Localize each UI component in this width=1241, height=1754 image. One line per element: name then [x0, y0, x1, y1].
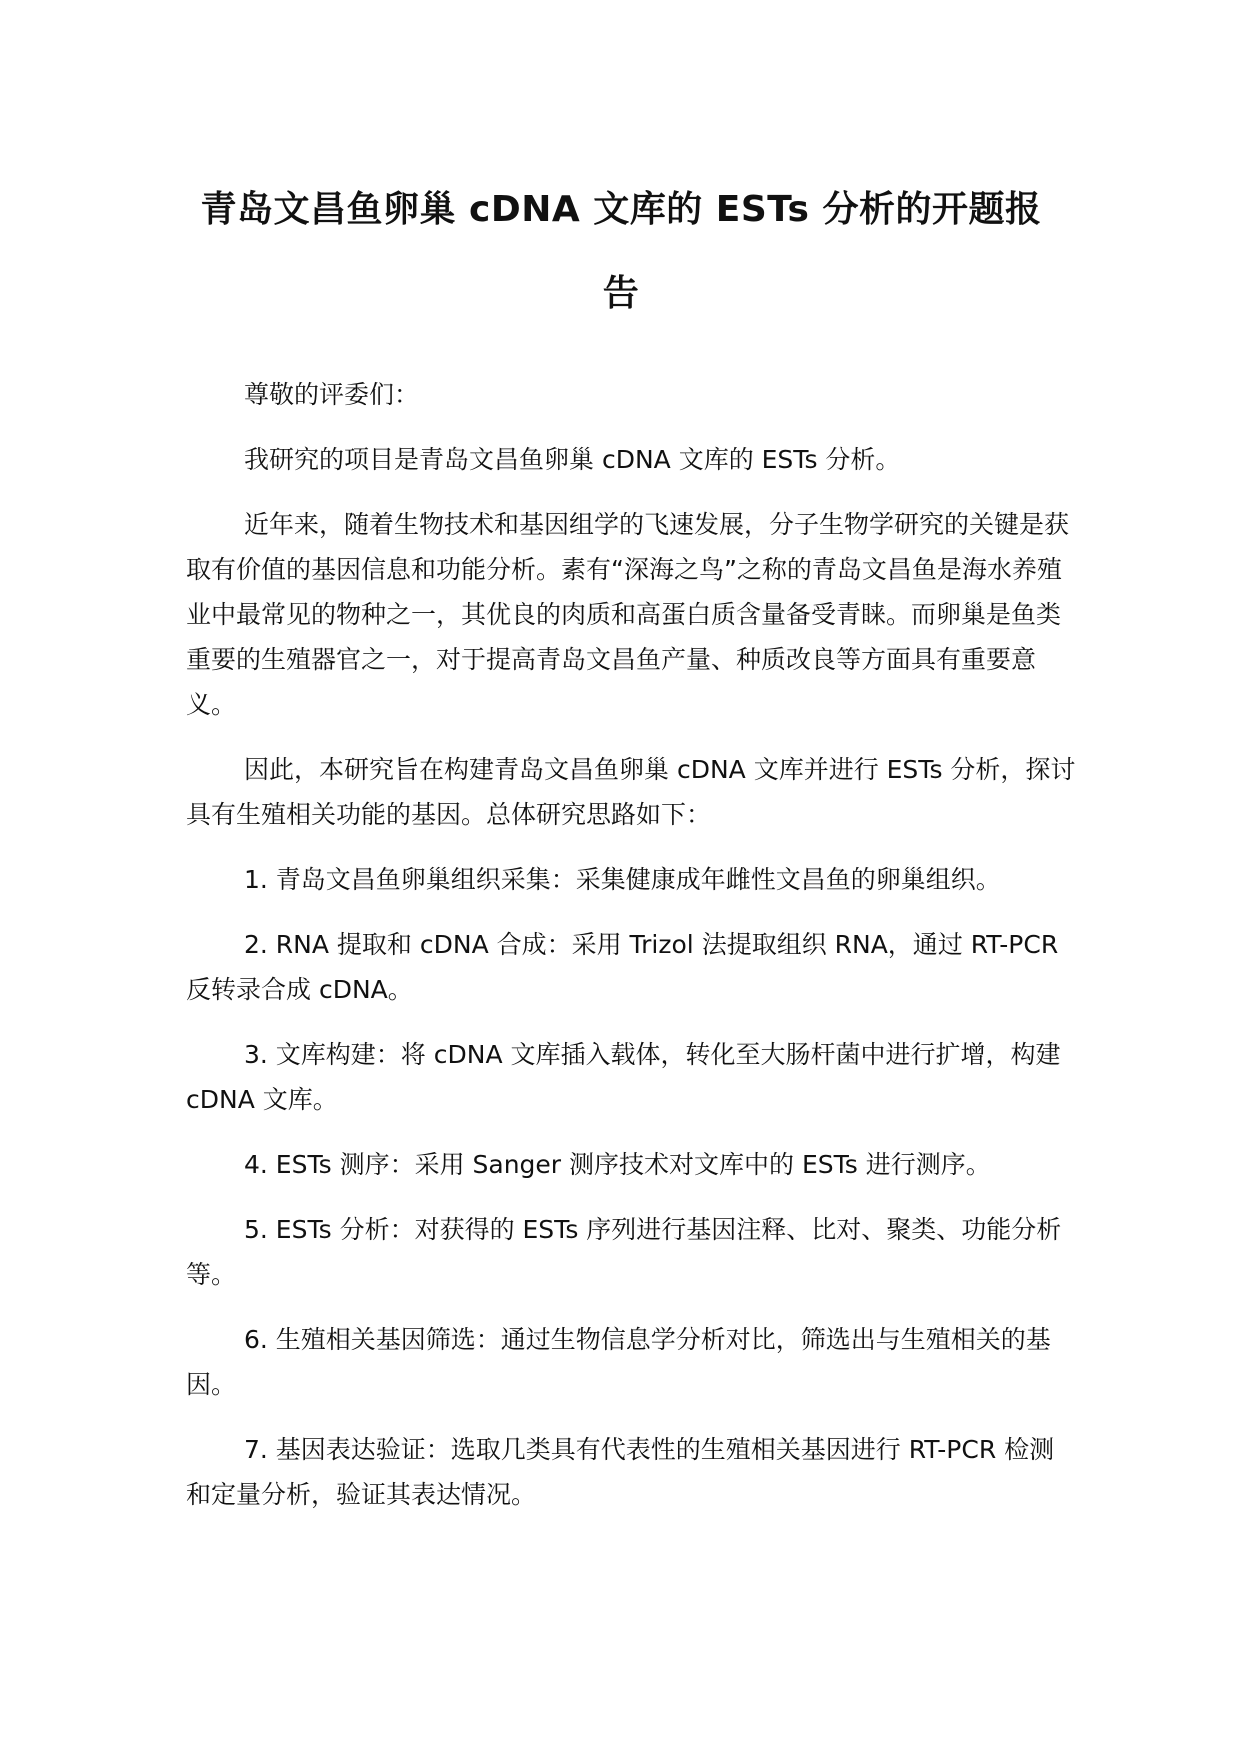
- step-2-paragraph: 2. RNA 提取和 cDNA 合成：采用 Trizol 法提取组织 RNA，通过 RT-PCR 反转录合成 cDNA。: [186, 930, 1059, 1004]
- step-5-paragraph: 5. ESTs 分析：对获得的 ESTs 序列进行基因注释、比对、聚类、功能分析等。: [186, 1215, 1062, 1289]
- document-title: 青岛文昌鱼卵巢 cDNA 文库的 ESTs 分析的开题报告: [200, 189, 1042, 314]
- aim-paragraph: 因此，本研究旨在构建青岛文昌鱼卵巢 cDNA 文库并进行 ESTs 分析，探讨具有生殖相关功能的基因。总体研究思路如下：: [186, 755, 1076, 829]
- step-4-paragraph: 4. ESTs 测序：采用 Sanger 测序技术对文库中的 ESTs 进行测序。: [244, 1150, 991, 1179]
- project-paragraph: 我研究的项目是青岛文昌鱼卵巢 cDNA 文库的 ESTs 分析。: [244, 445, 901, 474]
- document-body: [186, 372, 1078, 1537]
- step-6-paragraph: 6. 生殖相关基因筛选：通过生物信息学分析对比，筛选出与生殖相关的基因。: [186, 1325, 1051, 1399]
- background-paragraph: 近年来，随着生物技术和基因组学的飞速发展，分子生物学研究的关键是获取有价值的基因信息和功能分析。素有“深海之鸟”之称的青岛文昌鱼是海水养殖业中最常见的物种之一，其优良的肉质和高蛋白质含量备受青睐。而卵巢是鱼类重要的生殖器官之一，对于提高青岛文昌鱼产量、种质改良等方面具有重要意义。: [186, 510, 1070, 719]
- step-3-paragraph: 3. 文库构建：将 cDNA 文库插入载体，转化至大肠杆菌中进行扩增，构建 cDNA 文库。: [186, 1040, 1061, 1114]
- salutation-paragraph: 尊敬的评委们：: [244, 380, 420, 409]
- step-1-paragraph: 1. 青岛文昌鱼卵巢组织采集：采集健康成年雌性文昌鱼的卵巢组织。: [244, 865, 1001, 894]
- step-7-paragraph: 7. 基因表达验证：选取几类具有代表性的生殖相关基因进行 RT-PCR 检测和定量分析，验证其表达情况。: [186, 1435, 1055, 1509]
